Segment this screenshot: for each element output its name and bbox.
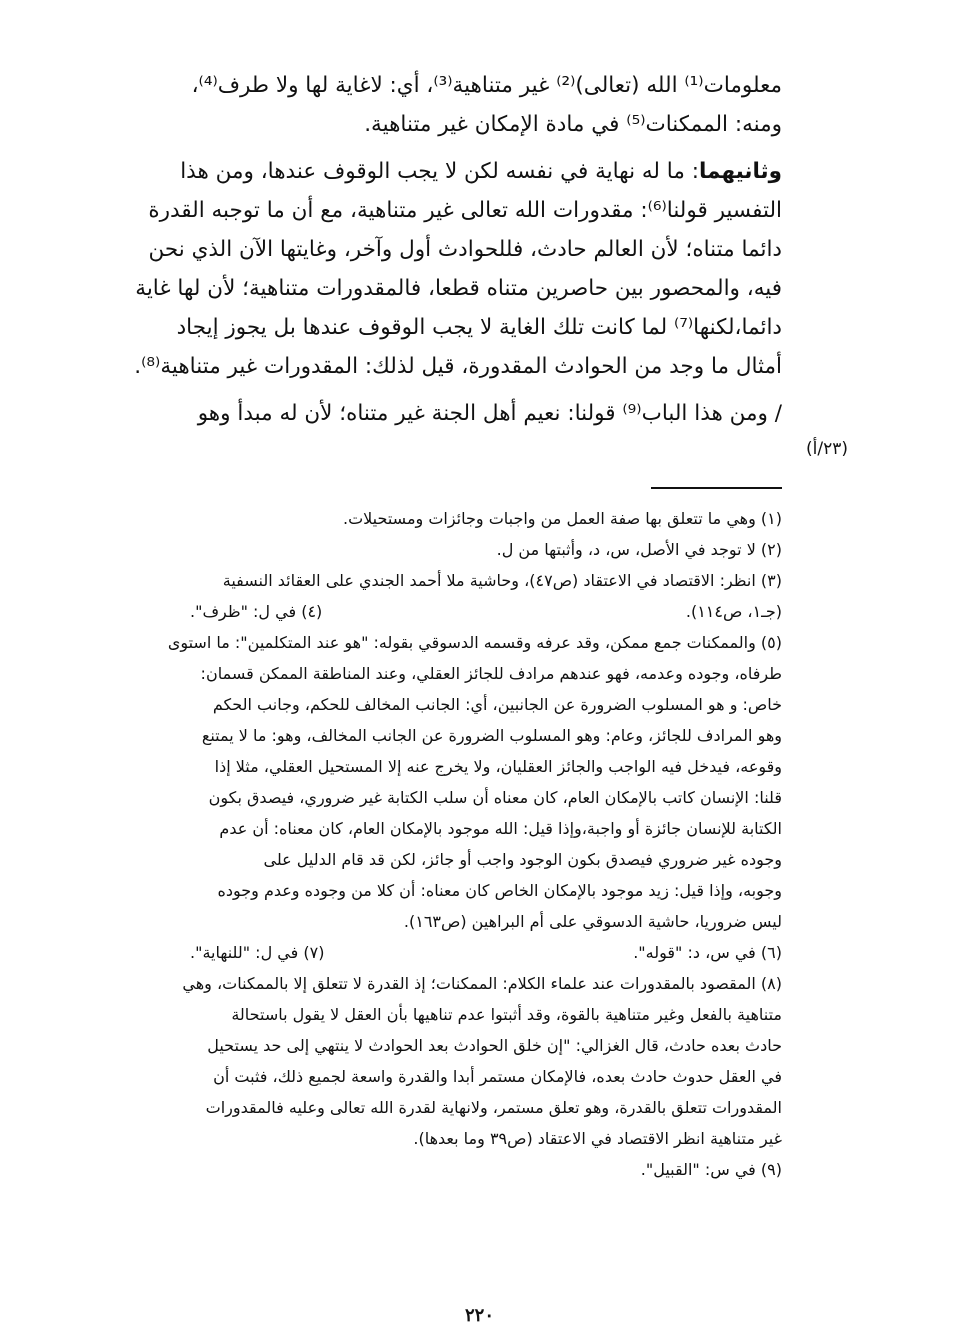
paragraph-rest: : ما له نهاية في نفسه لكن لا يجب الوقوف عندها، ومن هذا bbox=[180, 159, 699, 184]
footnote-line: (١) وهي ما تتعلق بها صفة العمل من واجبات وجائزات ومستحيلات. bbox=[342, 509, 782, 528]
footnote-line: وجوبه، وإذا قيل: زيد موجود بالإمكان الخاص كان معناه: أن كلا من وجوده وعدم وجوده bbox=[217, 881, 782, 900]
main-text-line: فيه، والمحصور بين حاصرين متناه قطعا، فالمقدورات متناهية؛ لأن لها غاية bbox=[135, 276, 782, 301]
footnote-line bbox=[70, 937, 782, 968]
main-text-line: / ومن هذا الباب⁽⁹⁾ قولنا: نعيم أهل الجنة غير متناه؛ لأن له مبدأ وهو bbox=[197, 401, 782, 426]
footnote-line: وجوده غير ضروري فيصدق بكون الوجود واجب أو جائز، لكن قد قام الدليل على bbox=[263, 850, 782, 869]
footnote-line: في العقل حدوث حادث بعده، فالإمكان مستمر أبدا والقدرة واسعة لجميع ذلك، فثبت أن bbox=[213, 1067, 782, 1086]
footnote-line: خاص: و هو المسلوب الضرورة عن الجانبين، أي: الجانب المخالف للحكم، وجانب الحكم bbox=[212, 695, 782, 714]
footnote-line: متناهية بالفعل وغير متناهية بالقوة، وقد أثبتوا عدم تناهيها بأن العقل لا يقول باستحالة bbox=[231, 1005, 782, 1024]
footnote-inline: (٤) في ل: "ظرف". bbox=[190, 602, 323, 621]
footnote-line: وهو المرادف للجائز، وعام: وهو المسلوب الضرورة عن الجانب المخالف، وهو: ما لا يمتنع bbox=[201, 726, 782, 745]
footnote-line: الكتابة للإنسان جائزة أو واجبة،وإذا قيل: الله موجود بالإمكان العام، كان معناه: أن عدم bbox=[219, 819, 782, 838]
footnote-line: طرفاه، وجوده وعدمه، فهو عندهم مرادف للجائز العقلي، وعند المناطقة الممكن قسمان: bbox=[200, 664, 782, 683]
footnote-separator bbox=[651, 487, 782, 489]
main-text bbox=[70, 66, 782, 433]
main-text-line: التفسير قولنا⁽⁶⁾: مقدورات الله تعالى غير متناهية، مع أن ما توجبه القدرة bbox=[148, 198, 782, 223]
footnote-line: (٣) انظر: الاقتصاد في الاعتقاد (ص٤٧)، وحاشية ملا أحمد الجندي على العقائد النسفية bbox=[222, 571, 782, 590]
footnote-line: ليس ضروريا، حاشية الدسوقي على أم البراهين (ص١٦٣). bbox=[403, 912, 782, 931]
footnote-line: وقوعه، فيدخل فيه الواجب والجائز العقليان، ولا يخرج عنه إلا المستحيل العقلي، مثلا إذا bbox=[214, 757, 782, 776]
footnote-line bbox=[70, 596, 782, 627]
footnote-line: غير متناهية انظر الاقتصاد في الاعتقاد (ص٣٩ وما بعدها). bbox=[413, 1129, 782, 1148]
footnote-fragment: (٦) في س، د: "قوله". bbox=[633, 943, 782, 962]
main-text-line: ومنه: الممكنات⁽⁵⁾ في مادة الإمكان غير متناهية. bbox=[364, 112, 782, 137]
footnote-line: (٨) المقصود بالمقدورات عند علماء الكلام: الممكنات؛ إذ القدرة لا تتعلق إلا بالممكنات، وهي bbox=[182, 974, 782, 993]
page-number: ٢٢٠ bbox=[464, 1305, 494, 1326]
footnote-inline: (٧) في ل: "للنهاية". bbox=[190, 943, 325, 962]
footnotes bbox=[70, 503, 782, 1185]
footnote-line: المقدورات تتعلق بالقدرة، وهو تعلق مستمر، ولانهاية لقدرة الله تعالى وعليه فالمقدورات bbox=[205, 1098, 782, 1117]
footnote-line: (٥) والممكنات جمع ممكن، وقد عرفه وقسمه الدسوقي بقوله: "هو عند المتكلمين": ما استوى bbox=[167, 633, 782, 652]
main-text-line: دائما متناه؛ لأن العالم حادث، فللحوادث أول وآخر، وغايتها الآن الذي نحن bbox=[148, 237, 782, 262]
main-text-line: أمثال ما وجد من الحوادث المقدورة، قيل لذلك: المقدورات غير متناهية⁽⁸⁾. bbox=[134, 354, 782, 379]
footnote-fragment: (جـ١، ص١١٤). bbox=[685, 602, 782, 621]
footnote-line: (٢) لا توجد في الأصل، س، د، وأثبتها من ل. bbox=[496, 540, 782, 559]
paragraph-lead: وثانيهما bbox=[698, 159, 782, 184]
main-text-line bbox=[70, 152, 782, 191]
footnote-line: حادث بعده حادث، قال الغزالي: "إن خلق الحوادث بعد الحوادث لا ينتهي إلى حد يستحيل bbox=[207, 1036, 782, 1055]
main-text-line: معلومات⁽¹⁾ الله (تعالى)⁽²⁾ غير متناهية⁽³⁾، أي: لاغاية لها ولا طرف⁽⁴⁾، bbox=[191, 73, 782, 98]
footnote-line: قلنا: الإنسان كاتب بالإمكان العام، كان معناه أن سلب الكتابة غير ضروري، فيصدق بكون bbox=[208, 788, 782, 807]
main-text-line: دائما،لكنها⁽⁷⁾ لما كانت تلك الغاية لا يجب الوقوف عندها بل يجوز إيجاد bbox=[176, 315, 782, 340]
footnote-line: (٩) في س: "القبيل". bbox=[640, 1160, 782, 1179]
manuscript-folio-reference: (٢٣/أ) bbox=[806, 439, 848, 459]
